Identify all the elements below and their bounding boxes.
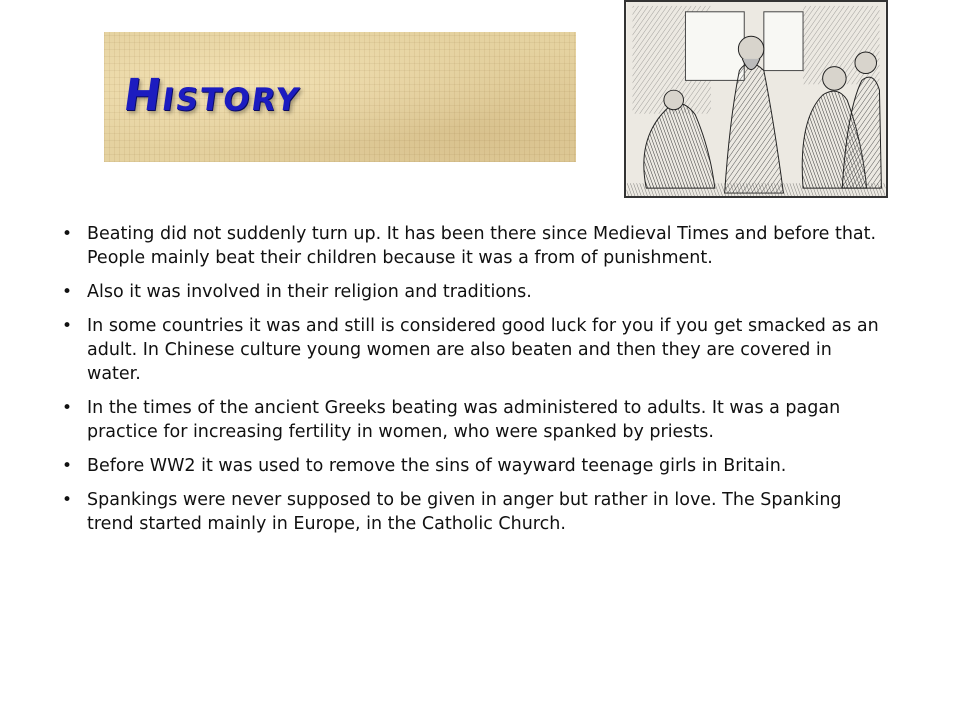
bullet-text: Before WW2 it was used to remove the sins of wayward teenage girls in Britain.	[87, 456, 787, 476]
list-item	[62, 454, 882, 478]
bullet-list	[62, 222, 882, 546]
bullet-icon: •	[62, 398, 73, 418]
list-item	[62, 396, 882, 444]
list-item	[62, 222, 882, 270]
bullet-text: Beating did not suddenly turn up. It has been there since Medieval Times and before that. People mainly beat their children because it was a from of punishment.	[87, 224, 877, 268]
bullet-text: In the times of the ancient Greeks beating was administered to adults. It was a pagan practice for increasing fertility in women, who were spanked by priests.	[87, 398, 841, 442]
bullet-icon: •	[62, 316, 73, 336]
bullet-text: In some countries it was and still is considered good luck for you if you get smacked as an adult. In Chinese culture young women are also beaten and then they are covered in water.	[87, 316, 879, 384]
list-item	[62, 488, 882, 536]
bullet-icon: •	[62, 282, 73, 302]
list-item	[62, 314, 882, 386]
slide-title: History	[120, 70, 305, 121]
bullet-text: Spankings were never supposed to be given in anger but rather in love. The Spanking trend started mainly in Europe, in the Catholic Church.	[87, 490, 842, 534]
bullet-icon: •	[62, 456, 73, 476]
bullet-icon: •	[62, 490, 73, 510]
bullet-text: Also it was involved in their religion and traditions.	[87, 282, 532, 302]
bullet-icon: •	[62, 224, 73, 244]
list-item	[62, 280, 882, 304]
illustration-icon	[624, 0, 888, 198]
